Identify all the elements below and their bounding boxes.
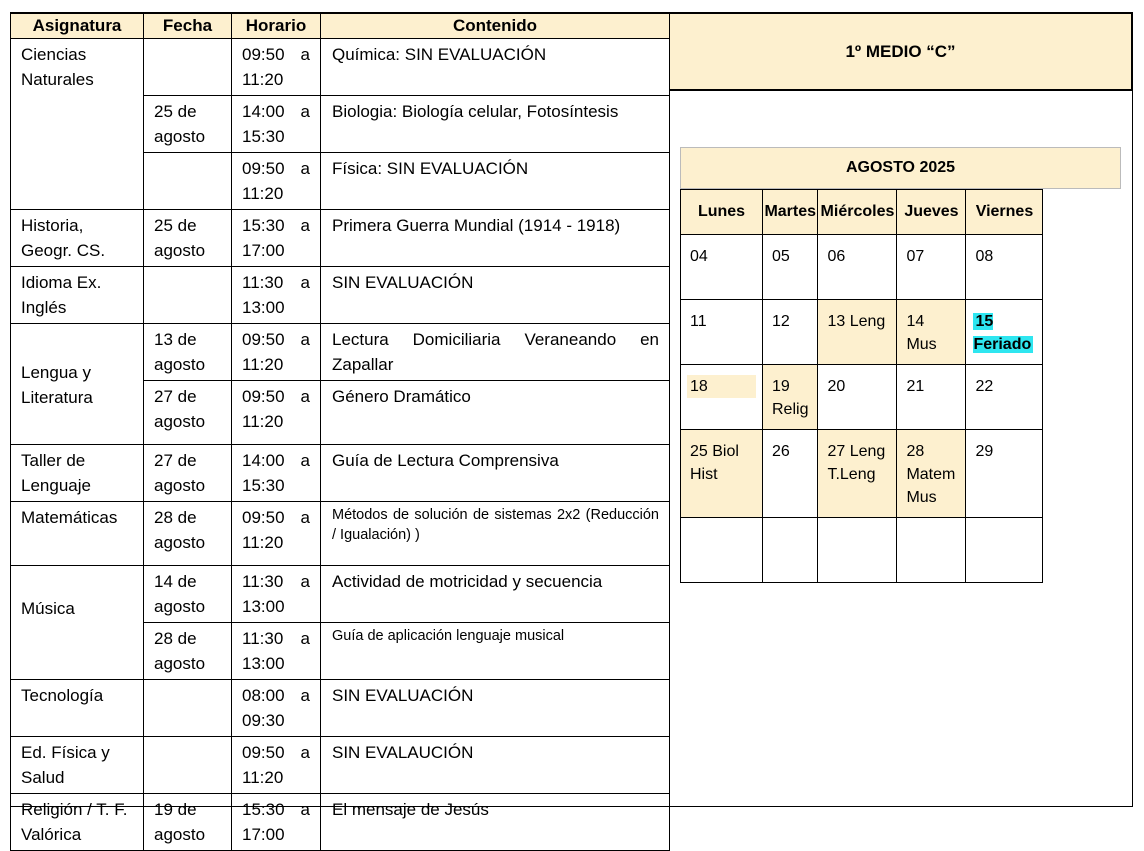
header-contenido: Contenido — [321, 14, 670, 39]
cell-asignatura: Ed. Física y Salud — [11, 737, 144, 794]
calendar-day: 11 — [681, 300, 763, 365]
cell-fecha: 28 de agosto — [144, 502, 232, 566]
calendar-title: AGOSTO 2025 — [680, 147, 1121, 189]
table-row — [11, 794, 670, 851]
calendar-week — [681, 365, 1043, 430]
cell-horario: 11:30 a 13:00 — [232, 267, 321, 324]
calendar-day: 20 — [818, 365, 897, 430]
cell-asignatura: Matemáticas — [11, 502, 144, 566]
cell-horario: 09:50 a 11:20 — [232, 737, 321, 794]
cell-horario: 09:50 a 11:20 — [232, 324, 321, 381]
weekday-jueves: Jueves — [897, 190, 966, 235]
calendar-day — [818, 518, 897, 583]
cell-asignatura: Tecnología — [11, 680, 144, 737]
cell-fecha: 14 de agosto — [144, 566, 232, 623]
cell-fecha — [144, 737, 232, 794]
weekday-viernes: Viernes — [966, 190, 1043, 235]
calendar-day — [763, 518, 818, 583]
calendar-week — [681, 235, 1043, 300]
schedule-table — [10, 13, 670, 851]
cell-horario: 15:30 a 17:00 — [232, 210, 321, 267]
table-row — [11, 445, 670, 502]
table-row — [11, 566, 670, 623]
cell-asignatura: Historia, Geogr. CS. — [11, 210, 144, 267]
calendar-day-event: 19 Relig — [763, 365, 818, 430]
cell-contenido: Métodos de solución de sistemas 2x2 (Reducción / Igualación) ) — [321, 502, 670, 566]
cell-horario: 09:50 a 11:20 — [232, 381, 321, 445]
calendar-day: 12 — [763, 300, 818, 365]
schedule-header-row — [11, 14, 670, 39]
cell-asignatura: Lengua y Literatura — [11, 324, 144, 445]
cell-horario: 14:00 a 15:30 — [232, 96, 321, 153]
weekday-martes: Martes — [763, 190, 818, 235]
cell-fecha: 25 de agosto — [144, 210, 232, 267]
cell-contenido: Género Dramático — [321, 381, 670, 445]
cell-contenido: SIN EVALUACIÓN — [321, 267, 670, 324]
weekday-miercoles: Miércoles — [818, 190, 897, 235]
cell-contenido: Lectura Domiciliaria Veraneando en Zapallar — [321, 324, 670, 381]
calendar-day — [966, 518, 1043, 583]
cell-contenido: Guía de aplicación lenguaje musical — [321, 623, 670, 680]
calendar-grid — [680, 189, 1043, 583]
cell-fecha: 19 de agosto — [144, 794, 232, 851]
calendar-day-event: 13 Leng — [818, 300, 897, 365]
cell-fecha — [144, 153, 232, 210]
cell-horario: 11:30 a 13:00 — [232, 566, 321, 623]
cell-horario: 14:00 a 15:30 — [232, 445, 321, 502]
calendar-day — [897, 518, 966, 583]
cell-asignatura: Ciencias Naturales — [11, 39, 144, 210]
cell-fecha — [144, 267, 232, 324]
weekday-lunes: Lunes — [681, 190, 763, 235]
cell-contenido: Química: SIN EVALUACIÓN — [321, 39, 670, 96]
cell-contenido: Guía de Lectura Comprensiva — [321, 445, 670, 502]
cell-contenido: Primera Guerra Mundial (1914 - 1918) — [321, 210, 670, 267]
cell-contenido: Física: SIN EVALUACIÓN — [321, 153, 670, 210]
cell-fecha: 13 de agosto — [144, 324, 232, 381]
calendar-day: 26 — [763, 430, 818, 518]
cell-contenido: SIN EVALAUCIÓN — [321, 737, 670, 794]
cell-contenido: Actividad de motricidad y secuencia — [321, 566, 670, 623]
calendar-day-event: 25 Biol Hist — [681, 430, 763, 518]
divider — [669, 90, 1132, 91]
calendar-day: 04 — [681, 235, 763, 300]
table-row — [11, 324, 670, 381]
calendar-week — [681, 430, 1043, 518]
cell-fecha: 27 de agosto — [144, 381, 232, 445]
cell-contenido: SIN EVALUACIÓN — [321, 680, 670, 737]
calendar-day: 29 — [966, 430, 1043, 518]
cell-asignatura: Religión / T. F. Valórica — [11, 794, 144, 851]
calendar-day: 22 — [966, 365, 1043, 430]
calendar-day: 05 — [763, 235, 818, 300]
header-asignatura: Asignatura — [11, 14, 144, 39]
cell-asignatura: Taller de Lenguaje — [11, 445, 144, 502]
header-horario: Horario — [232, 14, 321, 39]
cell-contenido: Biologia: Biología celular, Fotosíntesis — [321, 96, 670, 153]
calendar-day: 07 — [897, 235, 966, 300]
cell-contenido: El mensaje de Jesús — [321, 794, 670, 851]
cell-horario: 15:30 a 17:00 — [232, 794, 321, 851]
cell-asignatura: Idioma Ex. Inglés — [11, 267, 144, 324]
calendar-day-holiday: 15 Feriado — [966, 300, 1043, 365]
cell-horario: 09:50 a 11:20 — [232, 153, 321, 210]
course-title: 1º MEDIO “C” — [669, 13, 1132, 90]
cell-fecha: 28 de agosto — [144, 623, 232, 680]
table-row — [11, 737, 670, 794]
cell-fecha: 27 de agosto — [144, 445, 232, 502]
cell-horario: 08:00 a 09:30 — [232, 680, 321, 737]
table-row — [11, 680, 670, 737]
calendar-day-event: 14 Mus — [897, 300, 966, 365]
table-row — [11, 267, 670, 324]
calendar-day: 21 — [897, 365, 966, 430]
calendar-day: 06 — [818, 235, 897, 300]
calendar-week — [681, 518, 1043, 583]
calendar-day-event: 18 — [681, 365, 763, 430]
cell-horario: 11:30 a 13:00 — [232, 623, 321, 680]
cell-horario: 09:50 a 11:20 — [232, 39, 321, 96]
cell-fecha — [144, 39, 232, 96]
calendar-day-event: 28 Matem Mus — [897, 430, 966, 518]
calendar-day — [681, 518, 763, 583]
table-row — [11, 502, 670, 566]
cell-asignatura: Música — [11, 566, 144, 680]
calendar-weekday-row — [681, 190, 1043, 235]
header-fecha: Fecha — [144, 14, 232, 39]
cell-fecha — [144, 680, 232, 737]
cell-fecha: 25 de agosto — [144, 96, 232, 153]
cell-horario: 09:50 a 11:20 — [232, 502, 321, 566]
table-row — [11, 39, 670, 96]
calendar-week — [681, 300, 1043, 365]
table-row — [11, 210, 670, 267]
calendar-day: 08 — [966, 235, 1043, 300]
calendar-day-event: 27 Leng T.Leng — [818, 430, 897, 518]
